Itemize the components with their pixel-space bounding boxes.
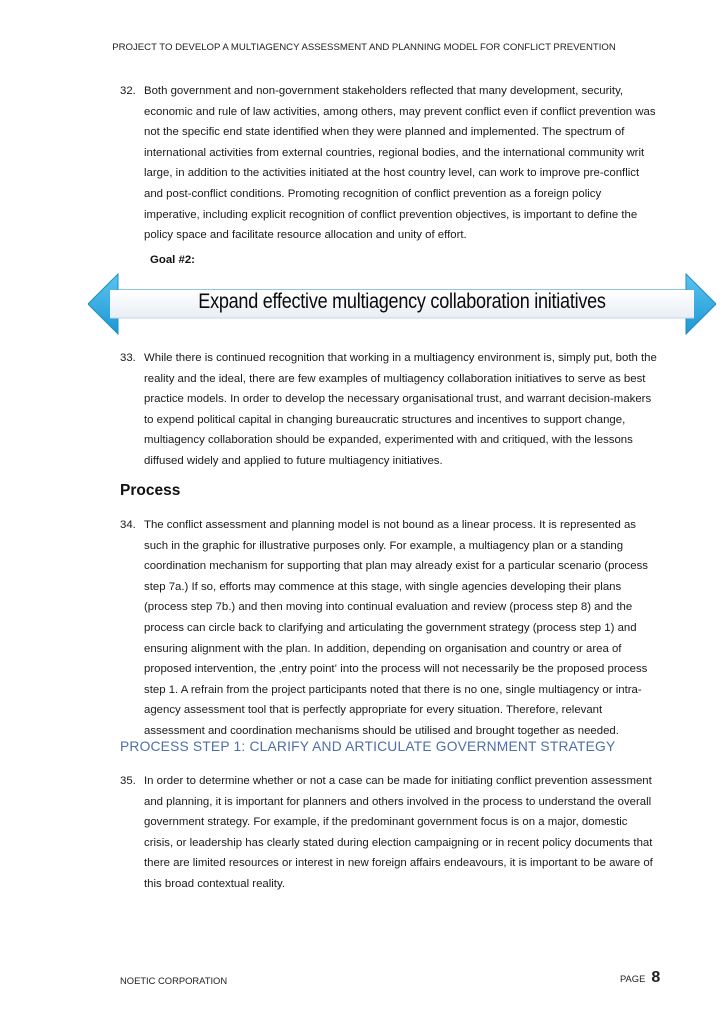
text-line: step 1. A refrain from the project participants noted that there is no one, single multiagency or intra- (144, 683, 642, 696)
text-line: there are limited resources or interest in new foreign affairs endeavours, it is important to be aware of (144, 857, 653, 870)
paragraph-text (144, 81, 660, 246)
text-line: process can circle back to clarifying and articulating the government strategy (process step 1) and (144, 621, 637, 634)
text-line: government strategy. For example, if the predominant government focus is on a major, domestic (144, 816, 628, 829)
paragraph-number: 33. (120, 352, 136, 364)
text-line: agency assessment tool that is perfectly appropriate for every situation. Therefore, relevant (144, 704, 603, 717)
paragraph-text (144, 348, 660, 472)
text-line: (process step 7b.) and then moving into continual evaluation and review (process step 8) and the (144, 601, 633, 614)
text-line: proposed intervention, the ‚entry point‛ into the process will not necessarily be the proposed process (144, 663, 648, 676)
page-label: PAGE (620, 973, 646, 984)
text-line: such in the graphic for illustrative purposes only. For example, a multiagency plan or a standing (144, 539, 624, 552)
paragraph-number: 32. (120, 85, 136, 97)
paragraph-35 (120, 771, 660, 895)
paragraph-34 (120, 515, 660, 742)
text-line: coordination mechanism for supporting that plan may already exist for a particular scenario (process (144, 560, 648, 573)
paragraph-number: 35. (120, 775, 136, 787)
text-line: ensuring alignment with the plan. In addition, depending on organisation and country or area of (144, 642, 622, 655)
text-line: policy space and facilitate resource allocation and unity of effort. (144, 229, 467, 242)
text-line: to expend political capital in changing bureaucratic structures and incentives to support change, (144, 413, 626, 426)
text-line: Both government and non-government stakeholders reflected that many development, security, (144, 85, 624, 97)
text-line: and planning, it is important for planners and others involved in the process to understand the overall (144, 795, 652, 808)
process-step-heading: PROCESS STEP 1: CLARIFY AND ARTICULATE GOVERNMENT STRATEGY (120, 739, 616, 754)
goal-banner-text: Expand effective multiagency collaboration initiatives (198, 290, 606, 313)
text-line: The conflict assessment and planning model is not bound as a linear process. It is represented as (144, 519, 636, 531)
text-line: international activities from external countries, regional bodies, and the international community writ (144, 146, 645, 159)
text-line: assessment and coordination mechanisms should be utilised and brought together as needed. (144, 724, 619, 737)
footer-organisation: NOETIC CORPORATION (120, 975, 228, 986)
goal-label: Goal #2: (150, 254, 195, 266)
text-line: While there is continued recognition that working in a multiagency environment is, simply put, both the (144, 352, 657, 364)
page-number: 8 (651, 969, 661, 986)
text-line: step 7a.) If so, efforts may commence at this stage, with single agencies developing their plans (144, 580, 622, 593)
paragraph-33 (120, 348, 660, 472)
text-line: reality and the ideal, there are few examples of multiagency collaboration initiatives to serve as best (144, 372, 646, 385)
text-line: imperative, including explicit recognition of conflict prevention objectives, is important to define the (144, 208, 638, 221)
text-line: this broad contextual reality. (144, 877, 285, 890)
text-line: economic and rule of law activities, among others, may prevent conflict even if conflict prevention was (144, 105, 656, 118)
section-heading-process: Process (120, 482, 181, 499)
text-line: In order to determine whether or not a case can be made for initiating conflict prevention assessment (144, 775, 652, 787)
text-line: crisis, or leadership has clearly stated during election campaigning or in recent policy documents that (144, 836, 653, 849)
paragraph-text (144, 771, 660, 895)
goal-banner (88, 273, 716, 335)
text-line: diffused widely and applied to future multiagency initiatives. (144, 454, 443, 467)
paragraph-32 (120, 81, 660, 246)
footer-page (620, 969, 660, 987)
text-line: not the specific end state identified when they were planned and implemented. The spectrum of (144, 126, 625, 139)
paragraph-number: 34. (120, 519, 136, 531)
text-line: large, in addition to the activities initiated at the host country level, can work to improve pre-conflict (144, 167, 640, 180)
text-line: practice models. In order to develop the necessary organisational trust, and warrant decision-makers (144, 393, 652, 406)
paragraph-text (144, 515, 660, 742)
text-line: and post-conflict conditions. Promoting recognition of conflict prevention as a foreign policy (144, 187, 602, 200)
text-line: multiagency collaboration should be expanded, experimented with and critiqued, with the lessons (144, 434, 633, 447)
running-header: PROJECT TO DEVELOP A MULTIAGENCY ASSESSMENT AND PLANNING MODEL FOR CONFLICT PREVENTION (112, 42, 616, 53)
